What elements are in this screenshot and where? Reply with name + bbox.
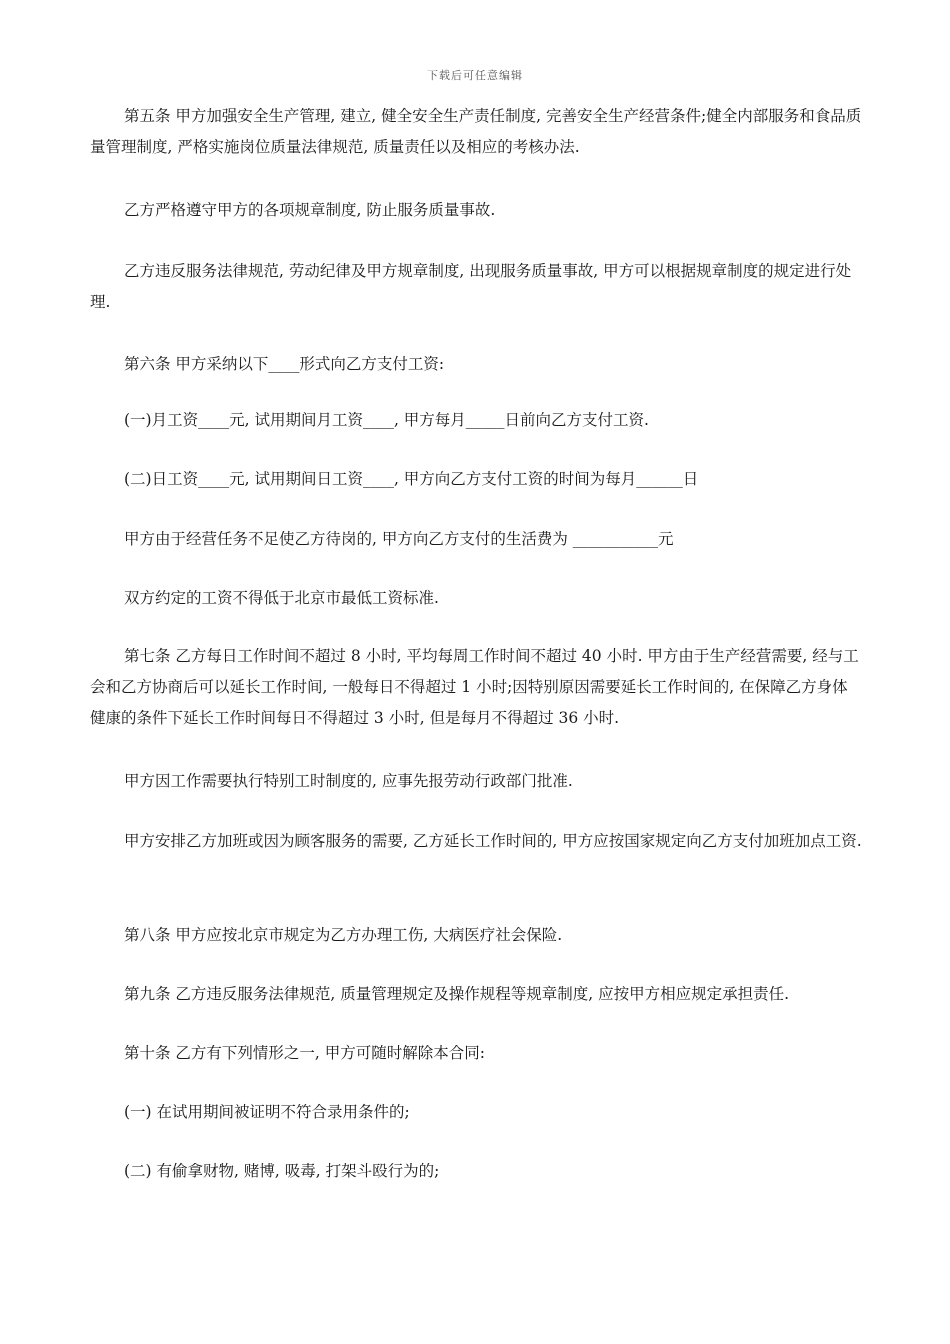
paragraph-article-6: 第六条 甲方采纳以下____形式向乙方支付工资:: [124, 355, 445, 373]
paragraph-violation-handling: 乙方违反服务法律规范, 劳动纪律及甲方规章制度, 出现服务质量事故, 甲方可以根据规章制度的规定进行处理.: [90, 262, 852, 311]
paragraph-item-2: (二) 有偷拿财物, 赌博, 吸毒, 打架斗殴行为的;: [124, 1162, 440, 1180]
paragraph-overtime-pay: 甲方安排乙方加班或因为顾客服务的需要, 乙方延长工作时间的, 甲方应按国家规定向乙方支付加班加点工资.: [124, 832, 862, 850]
paragraph-article-10: 第十条 乙方有下列情形之一, 甲方可随时解除本合同:: [124, 1044, 486, 1062]
paragraph-article-7: 第七条 乙方每日工作时间不超过 8 小时, 平均每周工作时间不超过 40 小时. 甲方由于生产经营需要, 经与工会和乙方协商后可以延长工作时间, 一般每日不得超过 1 小时;因特别原因需要延长工作时间的, 在保障乙方身体健康的条件下延长工作时间每日不得超过 3 小时, 但是每月不得超过 36 小时.: [90, 647, 859, 727]
paragraph-article-5: 第五条 甲方加强安全生产管理, 建立, 健全安全生产责任制度, 完善安全生产经营条件;健全内部服务和食品质量管理制度, 严格实施岗位质量法律规范, 质量责任以及相应的考核办法.: [90, 107, 862, 156]
paragraph-article-9: 第九条 乙方违反服务法律规范, 质量管理规定及操作规程等规章制度, 应按甲方相应规定承担责任.: [124, 985, 790, 1003]
page-header: 下载后可任意编辑: [427, 69, 523, 82]
paragraph-article-8: 第八条 甲方应按北京市规定为乙方办理工伤, 大病医疗社会保险.: [124, 926, 563, 944]
paragraph-item-1: (一) 在试用期间被证明不符合录用条件的;: [124, 1103, 410, 1121]
paragraph-daily-wage: (二)日工资____元, 试用期间日工资____, 甲方向乙方支付工资的时间为每月______日: [124, 470, 699, 488]
paragraph-living-allowance: 甲方由于经营任务不足使乙方待岗的, 甲方向乙方支付的生活费为 ___________元: [124, 530, 674, 548]
paragraph-minimum-wage: 双方约定的工资不得低于北京市最低工资标准.: [124, 589, 439, 607]
paragraph-comply-rules: 乙方严格遵守甲方的各项规章制度, 防止服务质量事故.: [124, 201, 496, 219]
paragraph-monthly-wage: (一)月工资____元, 试用期间月工资____, 甲方每月_____日前向乙方支付工资.: [124, 411, 649, 429]
paragraph-special-hours: 甲方因工作需要执行特别工时制度的, 应事先报劳动行政部门批准.: [124, 772, 573, 790]
